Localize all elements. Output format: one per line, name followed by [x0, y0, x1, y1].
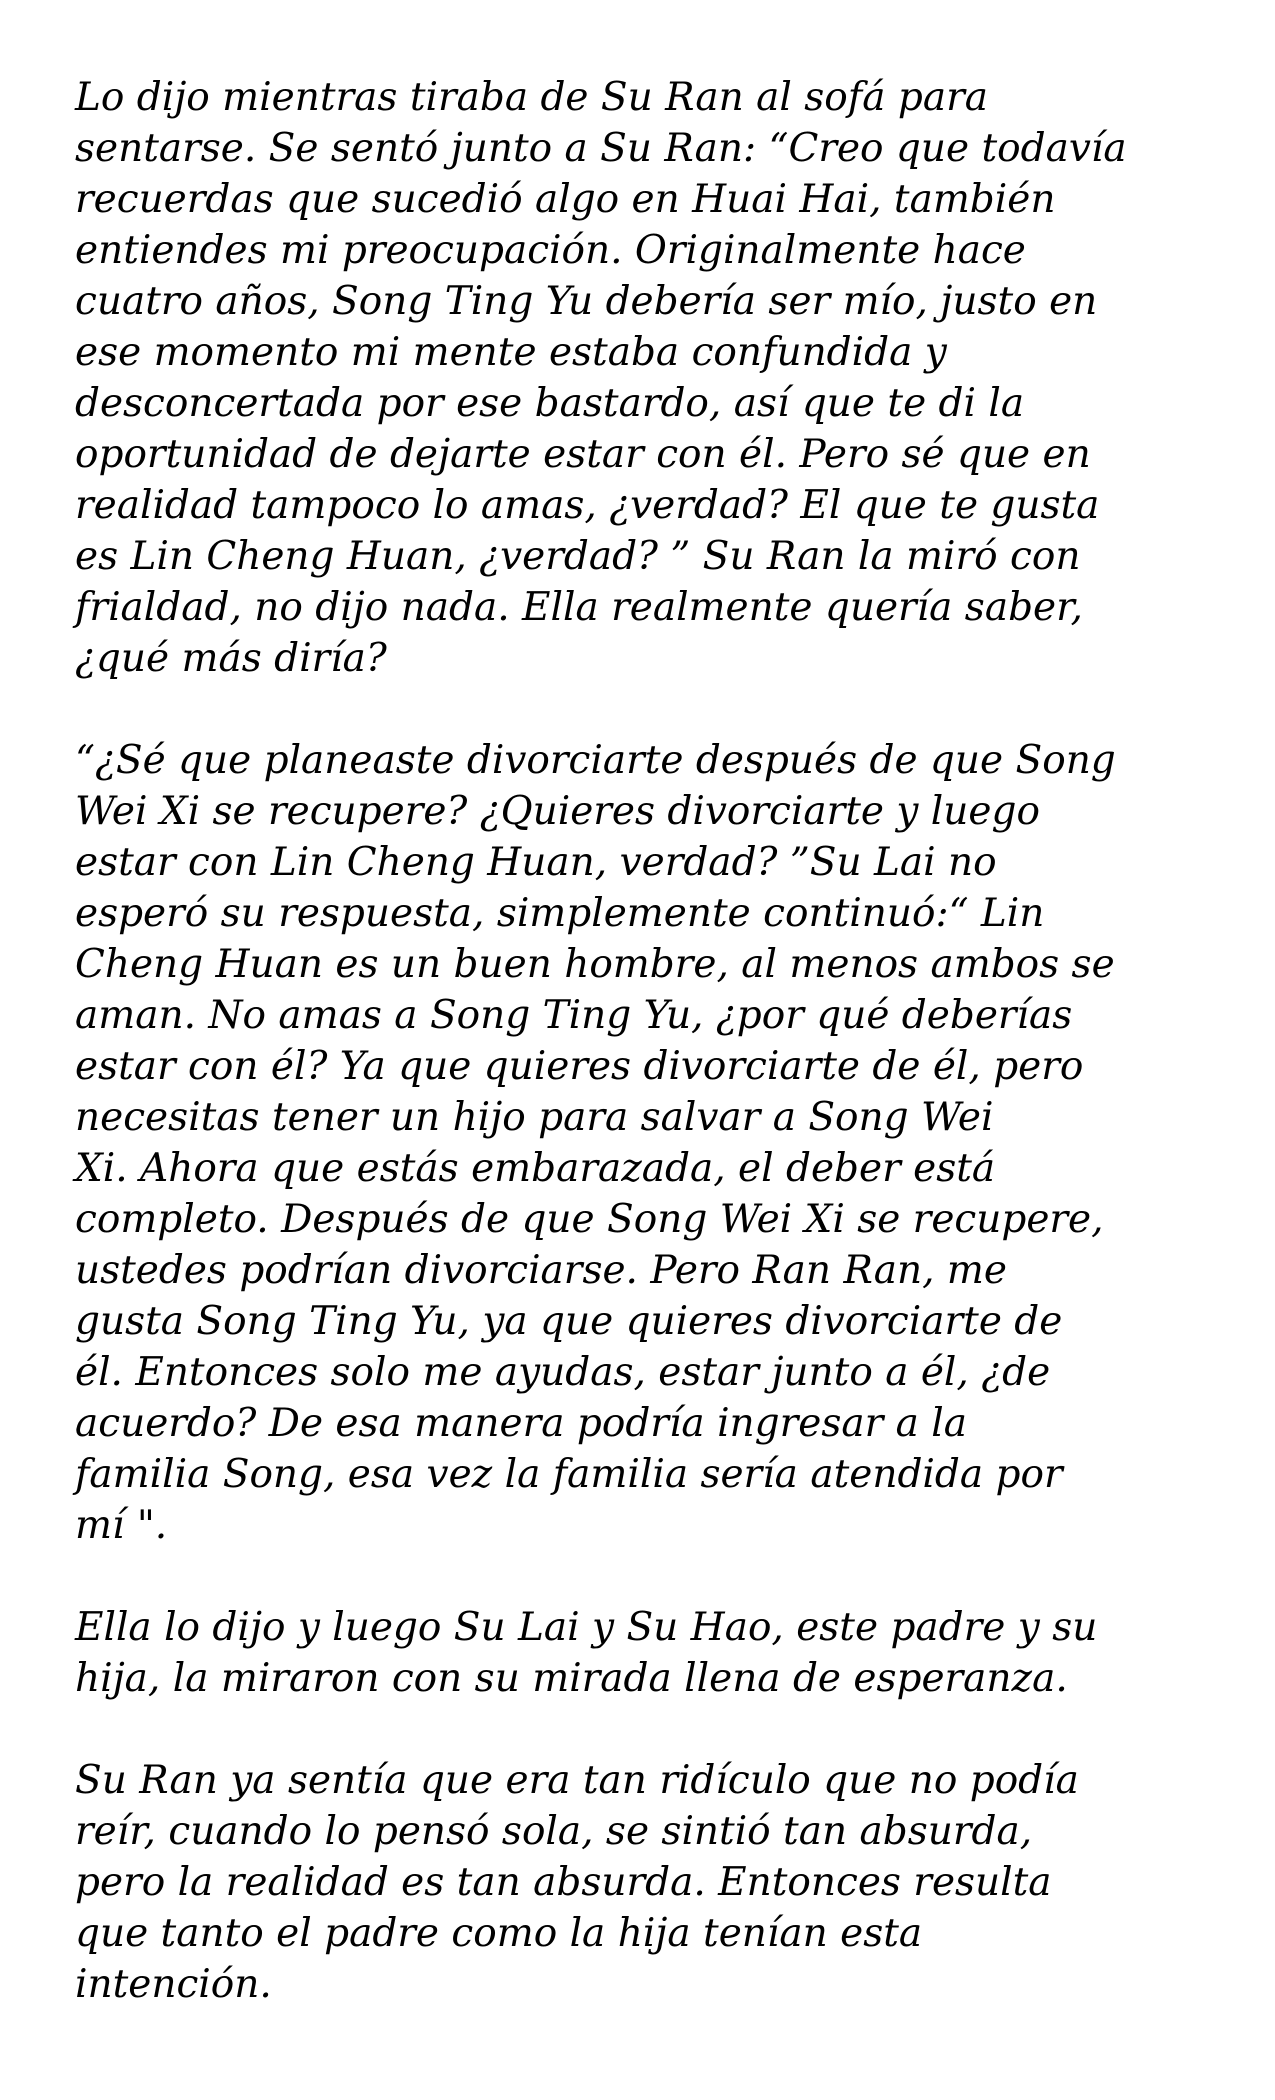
paragraph-1: Lo dijo mientras tiraba de Su Ran al sofá para sentarse. Se sentó junto a Su Ran: “Creo que todavía recuerdas que sucedió algo en Huai Hai, también entiendes mi preocupación. Originalmente hace cuatro años, Song Ting Yu debería ser mío, justo en ese momento mi mente estaba confundida y desconcertada por ese bastardo, así que te di la oportunidad de dejarte estar con él. Pero sé que en realidad tampoco lo amas, ¿verdad? El que te gusta es Lin Cheng Huan, ¿verdad? ” Su Ran la miró con frialdad, no dijo nada. Ella realmente quería saber, ¿qué más diría? — [75, 75, 1127, 681]
paragraph-2: “¿Sé que planeaste divorciarte después de que Song Wei Xi se recupere? ¿Quieres divorciarte y luego estar con Lin Cheng Huan, verdad? ”Su Lai no esperó su respuesta, simplemente continuó:“ Lin Cheng Huan es un buen hombre, al menos ambos se aman. No amas a Song Ting Yu, ¿por qué deberías estar con él? Ya que quieres divorciarte de él, pero necesitas tener un hijo para salvar a Song Wei Xi. Ahora que estás embarazada, el deber está completo. Después de que Song Wei Xi se recupere, ustedes podrían divorciarse. Pero Ran Ran, me gusta Song Ting Yu, ya que quieres divorciarte de él. Entonces solo me ayudas, estar junto a él, ¿de acuerdo? De esa manera podría ingresar a la familia Song, esa vez la familia sería atendida por mí ". — [75, 738, 1116, 1548]
document-page — [75, 72, 1225, 2061]
paragraph-3: Ella lo dijo y luego Su Lai y Su Hao, este padre y su hija, la miraron con su mirada llena de esperanza. — [75, 1605, 1098, 1701]
paragraph-4: Su Ran ya sentía que era tan ridículo que no podía reír, cuando lo pensó sola, se sintió tan absurda, pero la realidad es tan absurda. Entonces resulta que tanto el padre como la hija tenían esta intención. — [75, 1758, 1079, 2007]
